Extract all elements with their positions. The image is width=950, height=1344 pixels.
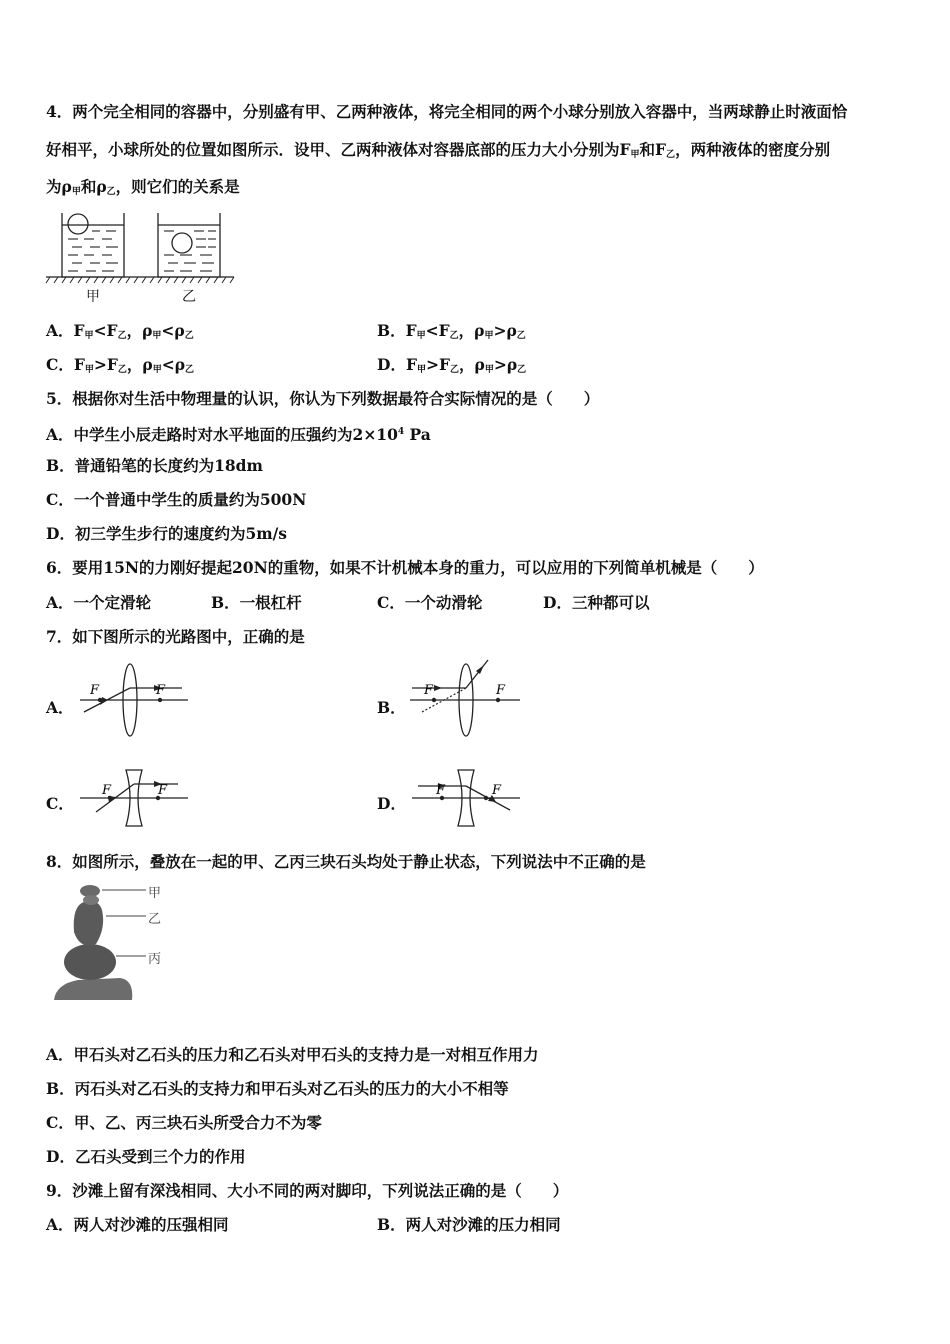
q6-option-d[interactable]: D．三种都可以: [543, 593, 650, 612]
q8-option-a[interactable]: A．甲石头对乙石头的压力和乙石头对甲石头的支持力是一对相互作用力: [46, 1045, 539, 1064]
q7-a-focus-left: F: [90, 683, 100, 698]
q4-option-c[interactable]: C．$F_甲>F_乙$，$\rho_甲<\rho_乙$: [46, 355, 195, 375]
q4-stem-line3: 为$\rho_甲$和$\rho_乙$，则它们的关系是: [46, 177, 240, 197]
q7-c-focus-right: F: [158, 783, 168, 798]
q8-option-d[interactable]: D．乙石头受到三个力的作用: [46, 1147, 246, 1166]
q7-b-focus-right: F: [496, 683, 506, 698]
q7-diagram-b[interactable]: [408, 658, 528, 740]
q6-stem: 6．要用15N的力刚好提起20N的重物，如果不计机械本身的重力，可以应用的下列简单机械是（ ）: [46, 558, 764, 577]
q7-a-focus-right: F: [156, 683, 166, 698]
q5-option-c[interactable]: C．一个普通中学生的质量约为500N: [46, 490, 307, 509]
q5-stem: 5．根据你对生活中物理量的认识，你认为下列数据最符合实际情况的是（ ）: [46, 389, 600, 408]
q8-fig-label-bing: 丙: [148, 952, 162, 967]
q7-stem: 7．如下图所示的光路图中，正确的是: [46, 627, 305, 646]
q7-option-a-label[interactable]: A．: [46, 698, 74, 717]
q4-option-a[interactable]: A．$F_甲<F_乙$，$\rho_甲<\rho_乙$: [46, 321, 194, 341]
q7-option-c-label[interactable]: C．: [46, 794, 74, 813]
q7-c-focus-left: F: [102, 783, 112, 798]
q8-stem: 8．如图所示，叠放在一起的甲、乙丙三块石头均处于静止状态，下列说法中不正确的是: [46, 852, 646, 871]
q4-fig-label-jia: 甲: [86, 289, 100, 305]
q8-option-b[interactable]: B．丙石头对乙石头的支持力和甲石头对乙石头的压力的大小不相等: [46, 1079, 509, 1098]
q7-b-focus-left: F: [424, 683, 434, 698]
q5-option-a[interactable]: A．中学生小辰走路时对水平地面的压强约为$2\times 10^4$ Pa: [46, 425, 431, 444]
q4-option-b[interactable]: B．$F_甲<F_乙$，$\rho_甲>\rho_乙$: [377, 321, 526, 341]
q4-stem-line2: 好相平，小球所处的位置如图所示．设甲、乙两种液体对容器底部的压力大小分别为$F_甲$和$F_乙$，两种液体的密度分别: [46, 140, 831, 160]
q7-option-b-label[interactable]: B．: [377, 698, 406, 717]
q4-option-d[interactable]: D．$F_甲>F_乙$，$\rho_甲>\rho_乙$: [377, 355, 527, 375]
q4-containers-figure: [44, 205, 244, 305]
q7-diagram-a[interactable]: [78, 660, 198, 740]
q6-option-b[interactable]: B．一根杠杆: [211, 593, 302, 612]
q9-stem: 9．沙滩上留有深浅相同、大小不同的两对脚印，下列说法正确的是（ ）: [46, 1181, 569, 1200]
q8-fig-label-jia: 甲: [148, 886, 162, 901]
q7-option-d-label[interactable]: D．: [377, 794, 406, 813]
q7-diagram-c[interactable]: [78, 766, 198, 832]
q4-stem-line1: 4．两个完全相同的容器中，分别盛有甲、乙两种液体，将完全相同的两个小球分别放入容器中，当两球静止时液面恰: [46, 102, 848, 121]
q6-option-a[interactable]: A．一个定滑轮: [46, 593, 152, 612]
q7-d-focus-left: F: [436, 783, 446, 798]
q8-option-c[interactable]: C．甲、乙、丙三块石头所受合力不为零: [46, 1113, 322, 1132]
q5-option-d[interactable]: D．初三学生步行的速度约为5m/s: [46, 524, 288, 543]
q6-option-c[interactable]: C．一个动滑轮: [377, 593, 483, 612]
q9-option-b[interactable]: B．两人对沙滩的压力相同: [377, 1215, 561, 1234]
q5-option-b[interactable]: B．普通铅笔的长度约为18dm: [46, 456, 263, 475]
q7-d-focus-right: F: [492, 783, 502, 798]
q8-fig-label-yi: 乙: [148, 912, 162, 927]
q8-stacked-stones-figure: [50, 880, 190, 1010]
q9-option-a[interactable]: A．两人对沙滩的压强相同: [46, 1215, 229, 1234]
q7-diagram-d[interactable]: [410, 766, 530, 832]
q4-fig-label-yi: 乙: [182, 289, 196, 305]
